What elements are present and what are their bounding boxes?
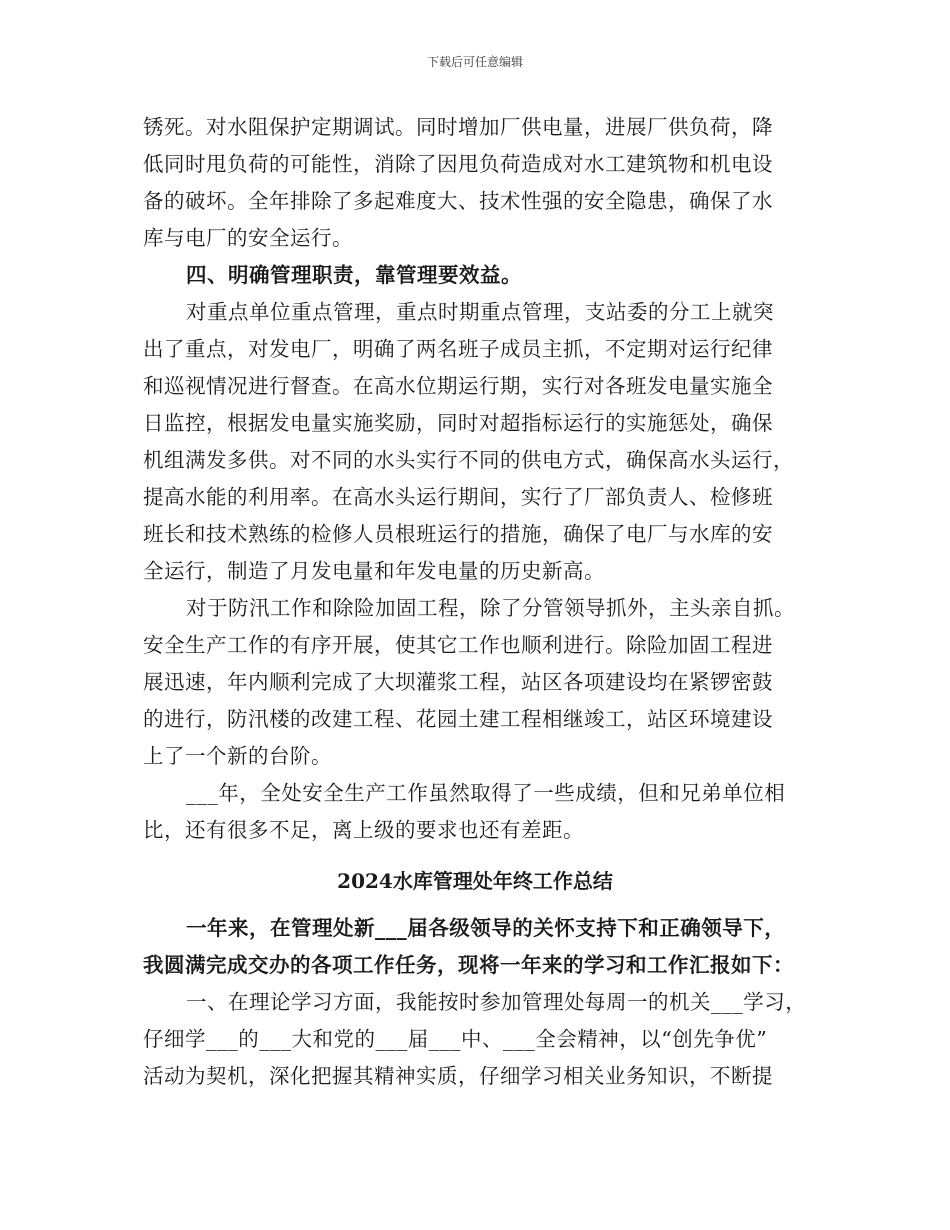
text-line: 上了一个新的台阶。 [143,744,332,768]
text-line: 展迅速，年内顺利完成了大坝灌浆工程，站区各项建设均在紧锣密鼓 [143,670,773,694]
text-line: 日监控，根据发电量实施奖励，同时对超指标运行的实施惩处，确保 [143,411,773,435]
intro-line: 我圆满完成交办的各项工作任务，现将一年来的学习和工作汇报如下： [143,953,794,977]
section-heading: 四、明确管理职责，靠管理要效益。 [186,263,522,287]
document-title: 2024水库管理处年终工作总结 [337,869,613,893]
text-line: 班长和技术熟练的检修人员根班运行的措施，确保了电厂与水库的安 [143,522,773,546]
text-line: 一、在理论学习方面，我能按时参加管理处每周一的机关___学习， [186,990,807,1014]
text-line: 和巡视情况进行督查。在高水位期运行期，实行对各班发电量实施全 [143,374,773,398]
text-line: 全运行，制造了月发电量和年发电量的历史新高。 [143,559,605,583]
text-line: 对于防汛工作和除险加固工程，除了分管领导抓外，主头亲自抓。 [186,596,795,620]
page-header: 下载后可任意编辑 [426,55,523,69]
text-line: 备的破坏。全年排除了多起难度大、技术性强的安全隐患，确保了水 [143,189,773,213]
text-line: 比，还有很多不足，离上级的要求也还有差距。 [143,818,584,842]
text-line: 安全生产工作的有序开展，使其它工作也顺利进行。除险加固工程进 [143,633,773,657]
text-line: 对重点单位重点管理，重点时期重点管理，支站委的分工上就突 [186,300,774,324]
text-line: 低同时甩负荷的可能性，消除了因甩负荷造成对水工建筑物和机电设 [143,152,773,176]
intro-line: 一年来，在管理处新___届各级领导的关怀支持下和正确领导下， [186,916,786,940]
text-line: 出了重点，对发电厂，明确了两名班子成员主抓，不定期对运行纪律 [143,337,773,361]
text-line: ___年，全处安全生产工作虽然取得了一些成绩，但和兄弟单位相 [186,781,786,805]
text-line: 的进行，防汛楼的改建工程、花园土建工程相继竣工，站区环境建设 [143,707,773,731]
text-line: 库与电厂的安全运行。 [143,226,353,250]
text-line: 机组满发多供。对不同的水头实行不同的供电方式，确保高水头运行， [143,448,794,472]
text-line: 锈死。对水阻保护定期调试。同时增加厂供电量，进展厂供负荷，降 [143,115,773,139]
text-line: 仔细学___的___大和党的___届___中、___全会精神，以“创先争优” [143,1027,768,1051]
text-line: 提高水能的利用率。在高水头运行期间，实行了厂部负责人、检修班 [143,485,773,509]
text-line: 活动为契机，深化把握其精神实质，仔细学习相关业务知识，不断提 [143,1064,773,1088]
